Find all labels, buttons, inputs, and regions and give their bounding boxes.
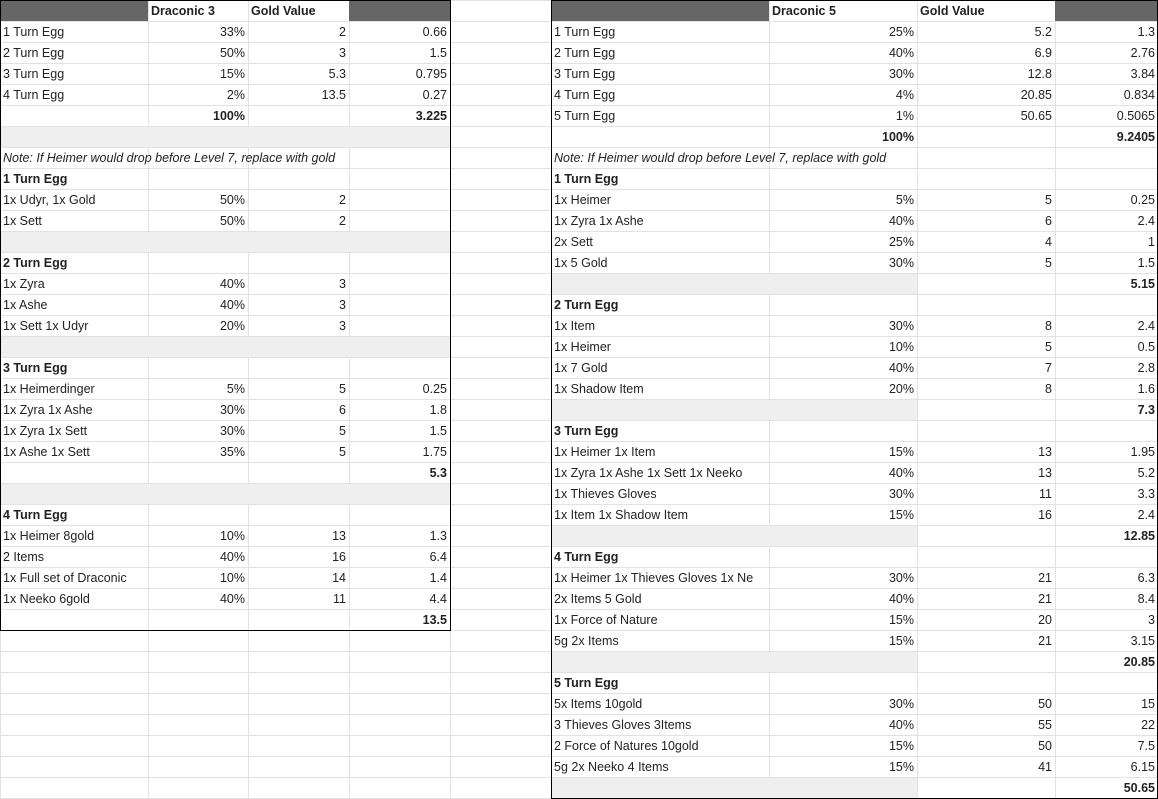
right-cell-r14-c2[interactable] [917,295,1055,316]
left-cell-r23-c3[interactable] [349,484,450,505]
left-cell-r24-c3[interactable] [349,505,450,526]
right-cell-r2-c1[interactable]: 40% [888,46,914,60]
right-cell-r7-c0[interactable]: Note: If Heimer would drop before Level 7, replace with gold [554,151,887,165]
left-cell-r6-c1[interactable] [148,127,248,148]
right-cell-r14-c3[interactable] [1055,295,1158,316]
left-cell-r26-c2[interactable]: 16 [332,550,346,564]
left-cell-r0-c3[interactable] [349,1,450,22]
left-cell-r3-c0[interactable]: 3 Turn Egg [3,67,65,81]
left-cell-r29-c2[interactable] [248,610,349,631]
left-cell-r23-c0[interactable] [0,484,148,505]
right-cell-r4-c1[interactable]: 4% [895,88,914,102]
right-cell-r10-c2[interactable]: 6 [1045,214,1052,228]
right-cell-r10-c0[interactable]: 1x Zyra 1x Ashe [554,214,644,228]
right-cell-r12-c0[interactable]: 1x 5 Gold [554,256,608,270]
left-cell-r2-c0[interactable]: 2 Turn Egg [3,46,65,60]
right-cell-r2-c3[interactable]: 2.76 [1130,46,1155,60]
right-cell-r6-c2[interactable] [917,127,1055,148]
left-cell-r28-c3[interactable]: 4.4 [429,592,447,606]
right-cell-r31-c0[interactable] [551,652,769,673]
left-cell-r25-c0[interactable]: 1x Heimer 8gold [3,529,95,543]
right-cell-r21-c2[interactable]: 13 [1038,445,1052,459]
right-cell-r16-c1[interactable]: 10% [888,340,914,354]
left-cell-r1-c0[interactable]: 1 Turn Egg [3,25,65,39]
right-cell-r32-c3[interactable] [1055,673,1158,694]
right-cell-r25-c2[interactable] [917,526,1055,547]
right-cell-r12-c2[interactable]: 5 [1045,256,1052,270]
left-cell-r20-c0[interactable]: 1x Zyra 1x Sett [3,424,88,438]
left-cell-r5-c0[interactable] [0,106,148,127]
left-cell-r17-c0[interactable]: 3 Turn Egg [3,361,68,375]
right-cell-r12-c1[interactable]: 30% [888,256,914,270]
right-cell-r18-c0[interactable]: 1x Shadow Item [554,382,644,396]
right-cell-r33-c0[interactable]: 5x Items 10gold [554,697,643,711]
left-cell-r24-c2[interactable] [248,505,349,526]
right-cell-r36-c2[interactable]: 41 [1038,760,1052,774]
right-cell-r27-c1[interactable]: 30% [888,571,914,585]
left-cell-r27-c2[interactable]: 14 [332,571,346,585]
left-cell-r19-c0[interactable]: 1x Zyra 1x Ashe [3,403,93,417]
right-cell-r13-c0[interactable] [551,274,769,295]
left-cell-r29-c1[interactable] [148,610,248,631]
left-cell-r12-c0[interactable]: 2 Turn Egg [3,256,68,270]
left-cell-r13-c0[interactable]: 1x Zyra [3,277,45,291]
right-cell-r23-c2[interactable]: 11 [1039,487,1052,501]
left-cell-r19-c2[interactable]: 6 [339,403,346,417]
right-cell-r1-c3[interactable]: 1.3 [1137,25,1155,39]
right-cell-r18-c3[interactable]: 1.6 [1137,382,1155,396]
right-cell-r5-c1[interactable]: 1% [895,109,914,123]
left-cell-r18-c2[interactable]: 5 [339,382,346,396]
left-cell-r16-c0[interactable] [0,337,148,358]
left-cell-r4-c2[interactable]: 13.5 [321,88,346,102]
left-cell-r18-c3[interactable]: 0.25 [422,382,447,396]
right-cell-r35-c3[interactable]: 7.5 [1137,739,1155,753]
left-cell-r21-c3[interactable]: 1.75 [422,445,447,459]
left-cell-r14-c3[interactable] [349,295,450,316]
left-cell-r21-c2[interactable]: 5 [339,445,346,459]
left-cell-r11-c3[interactable] [349,232,450,253]
left-cell-r20-c1[interactable]: 30% [219,424,245,438]
right-cell-r0-c0[interactable] [551,1,769,22]
right-cell-r31-c3[interactable]: 20.85 [1123,655,1155,669]
right-cell-r31-c2[interactable] [917,652,1055,673]
right-cell-r9-c3[interactable]: 0.25 [1130,193,1155,207]
left-cell-r1-c2[interactable]: 2 [339,25,346,39]
right-cell-r2-c2[interactable]: 6.9 [1034,46,1052,60]
left-cell-r8-c3[interactable] [349,169,450,190]
left-cell-r22-c1[interactable] [148,463,248,484]
right-cell-r14-c0[interactable]: 2 Turn Egg [554,298,619,312]
right-cell-r24-c1[interactable]: 15% [888,508,914,522]
left-cell-r10-c0[interactable]: 1x Sett [3,214,42,228]
right-cell-r37-c3[interactable]: 50.65 [1123,781,1155,795]
left-cell-r23-c1[interactable] [148,484,248,505]
right-cell-r13-c2[interactable] [917,274,1055,295]
right-cell-r37-c2[interactable] [917,778,1055,799]
right-cell-r35-c1[interactable]: 15% [888,739,914,753]
right-cell-r22-c3[interactable]: 5.2 [1137,466,1155,480]
right-cell-r6-c0[interactable] [551,127,769,148]
left-cell-r22-c2[interactable] [248,463,349,484]
right-cell-r35-c2[interactable]: 50 [1038,739,1052,753]
right-cell-r30-c1[interactable]: 15% [888,634,914,648]
left-cell-r18-c0[interactable]: 1x Heimerdinger [3,382,95,396]
left-cell-r16-c1[interactable] [148,337,248,358]
left-cell-r0-c2[interactable]: Gold Value [251,4,316,18]
right-cell-r32-c1[interactable] [769,673,917,694]
right-cell-r27-c0[interactable]: 1x Heimer 1x Thieves Gloves 1x Ne [554,571,754,585]
right-cell-r1-c0[interactable]: 1 Turn Egg [554,25,616,39]
right-cell-r25-c0[interactable] [551,526,769,547]
right-cell-r29-c2[interactable]: 20 [1038,613,1052,627]
left-cell-r15-c0[interactable]: 1x Sett 1x Udyr [3,319,89,333]
left-cell-r4-c1[interactable]: 2% [226,88,245,102]
right-cell-r18-c1[interactable]: 20% [888,382,914,396]
right-cell-r15-c1[interactable]: 30% [888,319,914,333]
right-cell-r13-c1[interactable] [769,274,917,295]
left-cell-r13-c1[interactable]: 40% [219,277,245,291]
left-cell-r20-c3[interactable]: 1.5 [429,424,447,438]
right-cell-r21-c1[interactable]: 15% [888,445,914,459]
right-cell-r23-c1[interactable]: 30% [888,487,914,501]
left-cell-r22-c0[interactable] [0,463,148,484]
right-cell-r15-c3[interactable]: 2.4 [1137,319,1155,333]
left-cell-r14-c1[interactable]: 40% [219,298,245,312]
right-cell-r30-c3[interactable]: 3.15 [1130,634,1155,648]
left-cell-r17-c2[interactable] [248,358,349,379]
right-cell-r3-c3[interactable]: 3.84 [1130,67,1155,81]
left-cell-r4-c0[interactable]: 4 Turn Egg [3,88,65,102]
left-cell-r4-c3[interactable]: 0.27 [422,88,447,102]
right-cell-r13-c3[interactable]: 5.15 [1130,277,1155,291]
left-cell-r11-c0[interactable] [0,232,148,253]
right-cell-r0-c3[interactable] [1055,1,1158,22]
right-cell-r19-c1[interactable] [769,400,917,421]
left-cell-r5-c1[interactable]: 100% [213,109,245,123]
right-cell-r28-c0[interactable]: 2x Items 5 Gold [554,592,642,606]
right-cell-r26-c3[interactable] [1055,547,1158,568]
left-cell-r27-c1[interactable]: 10% [219,571,245,585]
right-cell-r17-c2[interactable]: 7 [1045,361,1052,375]
right-cell-r33-c1[interactable]: 30% [888,697,914,711]
right-cell-r29-c1[interactable]: 15% [888,613,914,627]
left-cell-r27-c3[interactable]: 1.4 [429,571,447,585]
left-cell-r26-c3[interactable]: 6.4 [429,550,447,564]
left-cell-r17-c3[interactable] [349,358,450,379]
right-cell-r19-c2[interactable] [917,400,1055,421]
right-cell-r16-c2[interactable]: 5 [1045,340,1052,354]
left-cell-r29-c0[interactable] [0,610,148,631]
right-cell-r35-c0[interactable]: 2 Force of Natures 10gold [554,739,699,753]
left-cell-r13-c3[interactable] [349,274,450,295]
right-cell-r10-c3[interactable]: 2.4 [1137,214,1155,228]
right-cell-r26-c0[interactable]: 4 Turn Egg [554,550,619,564]
right-cell-r4-c2[interactable]: 20.85 [1020,88,1052,102]
right-cell-r8-c2[interactable] [917,169,1055,190]
right-cell-r18-c2[interactable]: 8 [1045,382,1052,396]
right-cell-r25-c1[interactable] [769,526,917,547]
right-cell-r9-c2[interactable]: 5 [1045,193,1052,207]
left-cell-r10-c2[interactable]: 2 [339,214,346,228]
right-cell-r21-c0[interactable]: 1x Heimer 1x Item [554,445,656,459]
right-cell-r14-c1[interactable] [769,295,917,316]
right-cell-r22-c0[interactable]: 1x Zyra 1x Ashe 1x Sett 1x Neeko [554,466,743,480]
left-cell-r25-c2[interactable]: 13 [332,529,346,543]
right-cell-r15-c0[interactable]: 1x Item [554,319,595,333]
right-cell-r4-c3[interactable]: 0.834 [1123,88,1155,102]
right-cell-r32-c0[interactable]: 5 Turn Egg [554,676,619,690]
left-cell-r26-c0[interactable]: 2 Items [3,550,44,564]
right-cell-r9-c1[interactable]: 5% [895,193,914,207]
right-cell-r20-c2[interactable] [917,421,1055,442]
right-cell-r19-c3[interactable]: 7.3 [1137,403,1155,417]
right-cell-r23-c0[interactable]: 1x Thieves Gloves [554,487,657,501]
right-cell-r30-c0[interactable]: 5g 2x Items [554,634,619,648]
right-cell-r36-c3[interactable]: 6.15 [1130,760,1155,774]
right-cell-r33-c3[interactable]: 15 [1141,697,1155,711]
right-cell-r11-c1[interactable]: 25% [888,235,914,249]
left-cell-r2-c2[interactable]: 3 [339,46,346,60]
left-cell-r27-c0[interactable]: 1x Full set of Draconic [3,571,127,585]
left-cell-r28-c1[interactable]: 40% [219,592,245,606]
right-cell-r5-c2[interactable]: 50.65 [1020,109,1052,123]
left-cell-r8-c0[interactable]: 1 Turn Egg [3,172,68,186]
right-cell-r25-c3[interactable]: 12.85 [1123,529,1155,543]
left-cell-r28-c2[interactable]: 11 [333,592,346,606]
left-cell-r2-c3[interactable]: 1.5 [429,46,447,60]
right-cell-r17-c1[interactable]: 40% [888,361,914,375]
right-cell-r0-c2[interactable]: Gold Value [920,4,985,18]
right-cell-r24-c2[interactable]: 16 [1038,508,1052,522]
right-cell-r0-c1[interactable]: Draconic 5 [772,4,836,18]
left-cell-r12-c1[interactable] [148,253,248,274]
left-cell-r3-c1[interactable]: 15% [219,67,245,81]
left-cell-r9-c2[interactable]: 2 [339,193,346,207]
right-cell-r8-c1[interactable] [769,169,917,190]
left-cell-r20-c2[interactable]: 5 [339,424,346,438]
left-cell-r22-c3[interactable]: 5.3 [429,466,447,480]
left-cell-r25-c3[interactable]: 1.3 [429,529,447,543]
right-cell-r32-c2[interactable] [917,673,1055,694]
left-cell-r5-c2[interactable] [248,106,349,127]
left-cell-r0-c0[interactable] [0,1,148,22]
left-cell-r26-c1[interactable]: 40% [219,550,245,564]
right-cell-r10-c1[interactable]: 40% [888,214,914,228]
right-cell-r11-c3[interactable]: 1 [1148,235,1155,249]
left-cell-r0-c1[interactable]: Draconic 3 [151,4,215,18]
right-cell-r5-c3[interactable]: 0.5065 [1116,109,1155,123]
right-cell-r27-c2[interactable]: 21 [1038,571,1052,585]
right-cell-r5-c0[interactable]: 5 Turn Egg [554,109,616,123]
left-cell-r12-c2[interactable] [248,253,349,274]
left-cell-r6-c3[interactable] [349,127,450,148]
right-cell-r16-c0[interactable]: 1x Heimer [554,340,611,354]
left-cell-r14-c2[interactable]: 3 [339,298,346,312]
left-cell-r24-c0[interactable]: 4 Turn Egg [3,508,68,522]
left-cell-r1-c1[interactable]: 33% [219,25,245,39]
left-cell-r19-c3[interactable]: 1.8 [429,403,447,417]
left-cell-r16-c3[interactable] [349,337,450,358]
left-cell-r24-c1[interactable] [148,505,248,526]
left-cell-r6-c2[interactable] [248,127,349,148]
right-cell-r33-c2[interactable]: 50 [1038,697,1052,711]
right-cell-r22-c2[interactable]: 13 [1038,466,1052,480]
left-cell-r6-c0[interactable] [0,127,148,148]
left-cell-r2-c1[interactable]: 50% [219,46,245,60]
right-cell-r16-c3[interactable]: 0.5 [1137,340,1155,354]
left-cell-r28-c0[interactable]: 1x Neeko 6gold [3,592,90,606]
left-cell-r11-c1[interactable] [148,232,248,253]
right-cell-r17-c3[interactable]: 2.8 [1137,361,1155,375]
left-cell-r23-c2[interactable] [248,484,349,505]
right-cell-r36-c0[interactable]: 5g 2x Neeko 4 Items [554,760,669,774]
left-cell-r10-c3[interactable] [349,211,450,232]
left-cell-r15-c2[interactable]: 3 [339,319,346,333]
left-cell-r8-c1[interactable] [148,169,248,190]
right-cell-r36-c1[interactable]: 15% [888,760,914,774]
left-cell-r15-c3[interactable] [349,316,450,337]
right-cell-r2-c0[interactable]: 2 Turn Egg [554,46,616,60]
left-cell-r10-c1[interactable]: 50% [219,214,245,228]
right-cell-r19-c0[interactable] [551,400,769,421]
left-cell-r13-c2[interactable]: 3 [339,277,346,291]
right-cell-r30-c2[interactable]: 21 [1038,634,1052,648]
right-cell-r37-c1[interactable] [769,778,917,799]
left-cell-r9-c3[interactable] [349,190,450,211]
left-cell-r17-c1[interactable] [148,358,248,379]
right-cell-r24-c3[interactable]: 2.4 [1137,508,1155,522]
left-cell-r14-c0[interactable]: 1x Ashe [3,298,48,312]
left-cell-r21-c1[interactable]: 35% [219,445,245,459]
left-cell-r3-c2[interactable]: 5.3 [328,67,346,81]
right-cell-r9-c0[interactable]: 1x Heimer [554,193,611,207]
left-cell-r21-c0[interactable]: 1x Ashe 1x Sett [3,445,90,459]
left-cell-r3-c3[interactable]: 0.795 [415,67,447,81]
left-cell-r5-c3[interactable]: 3.225 [415,109,447,123]
left-cell-r19-c1[interactable]: 30% [219,403,245,417]
right-cell-r24-c0[interactable]: 1x Item 1x Shadow Item [554,508,689,522]
left-cell-r9-c0[interactable]: 1x Udyr, 1x Gold [3,193,96,207]
left-cell-r1-c3[interactable]: 0.66 [422,25,447,39]
left-cell-r29-c3[interactable]: 13.5 [422,613,447,627]
left-cell-r18-c1[interactable]: 5% [226,382,245,396]
right-cell-r27-c3[interactable]: 6.3 [1137,571,1155,585]
right-cell-r26-c2[interactable] [917,547,1055,568]
right-cell-r28-c1[interactable]: 40% [888,592,914,606]
right-cell-r28-c3[interactable]: 8.4 [1137,592,1155,606]
right-cell-r29-c3[interactable]: 3 [1148,613,1155,627]
right-cell-r8-c0[interactable]: 1 Turn Egg [554,172,619,186]
right-cell-r3-c0[interactable]: 3 Turn Egg [554,67,616,81]
right-cell-r3-c2[interactable]: 12.8 [1027,67,1052,81]
right-cell-r34-c2[interactable]: 55 [1038,718,1052,732]
right-cell-r11-c0[interactable]: 2x Sett [554,235,593,249]
right-cell-r20-c0[interactable]: 3 Turn Egg [554,424,619,438]
right-cell-r20-c1[interactable] [769,421,917,442]
right-cell-r20-c3[interactable] [1055,421,1158,442]
right-cell-r23-c3[interactable]: 3.3 [1137,487,1155,501]
right-cell-r29-c0[interactable]: 1x Force of Nature [554,613,658,627]
left-cell-r8-c2[interactable] [248,169,349,190]
right-cell-r26-c1[interactable] [769,547,917,568]
right-cell-r28-c2[interactable]: 21 [1038,592,1052,606]
left-cell-r7-c0[interactable]: Note: If Heimer would drop before Level 7, replace with gold [3,151,336,165]
left-cell-r15-c1[interactable]: 20% [219,319,245,333]
left-cell-r12-c3[interactable] [349,253,450,274]
right-cell-r11-c2[interactable]: 4 [1045,235,1052,249]
right-cell-r21-c3[interactable]: 1.95 [1130,445,1155,459]
left-cell-r16-c2[interactable] [248,337,349,358]
right-cell-r15-c2[interactable]: 8 [1045,319,1052,333]
right-cell-r17-c0[interactable]: 1x 7 Gold [554,361,608,375]
right-cell-r4-c0[interactable]: 4 Turn Egg [554,88,616,102]
left-cell-r25-c1[interactable]: 10% [219,529,245,543]
right-cell-r6-c1[interactable]: 100% [882,130,914,144]
left-cell-r11-c2[interactable] [248,232,349,253]
right-cell-r12-c3[interactable]: 1.5 [1137,256,1155,270]
left-cell-r9-c1[interactable]: 50% [219,193,245,207]
right-cell-r22-c1[interactable]: 40% [888,466,914,480]
right-cell-r1-c1[interactable]: 25% [888,25,914,39]
right-cell-r1-c2[interactable]: 5.2 [1034,25,1052,39]
right-cell-r37-c0[interactable] [551,778,769,799]
right-cell-r34-c0[interactable]: 3 Thieves Gloves 3Items [554,718,692,732]
right-cell-r34-c3[interactable]: 22 [1141,718,1155,732]
right-cell-r34-c1[interactable]: 40% [888,718,914,732]
right-cell-r31-c1[interactable] [769,652,917,673]
right-cell-r8-c3[interactable] [1055,169,1158,190]
right-cell-r6-c3[interactable]: 9.2405 [1116,130,1155,144]
right-cell-r3-c1[interactable]: 30% [888,67,914,81]
